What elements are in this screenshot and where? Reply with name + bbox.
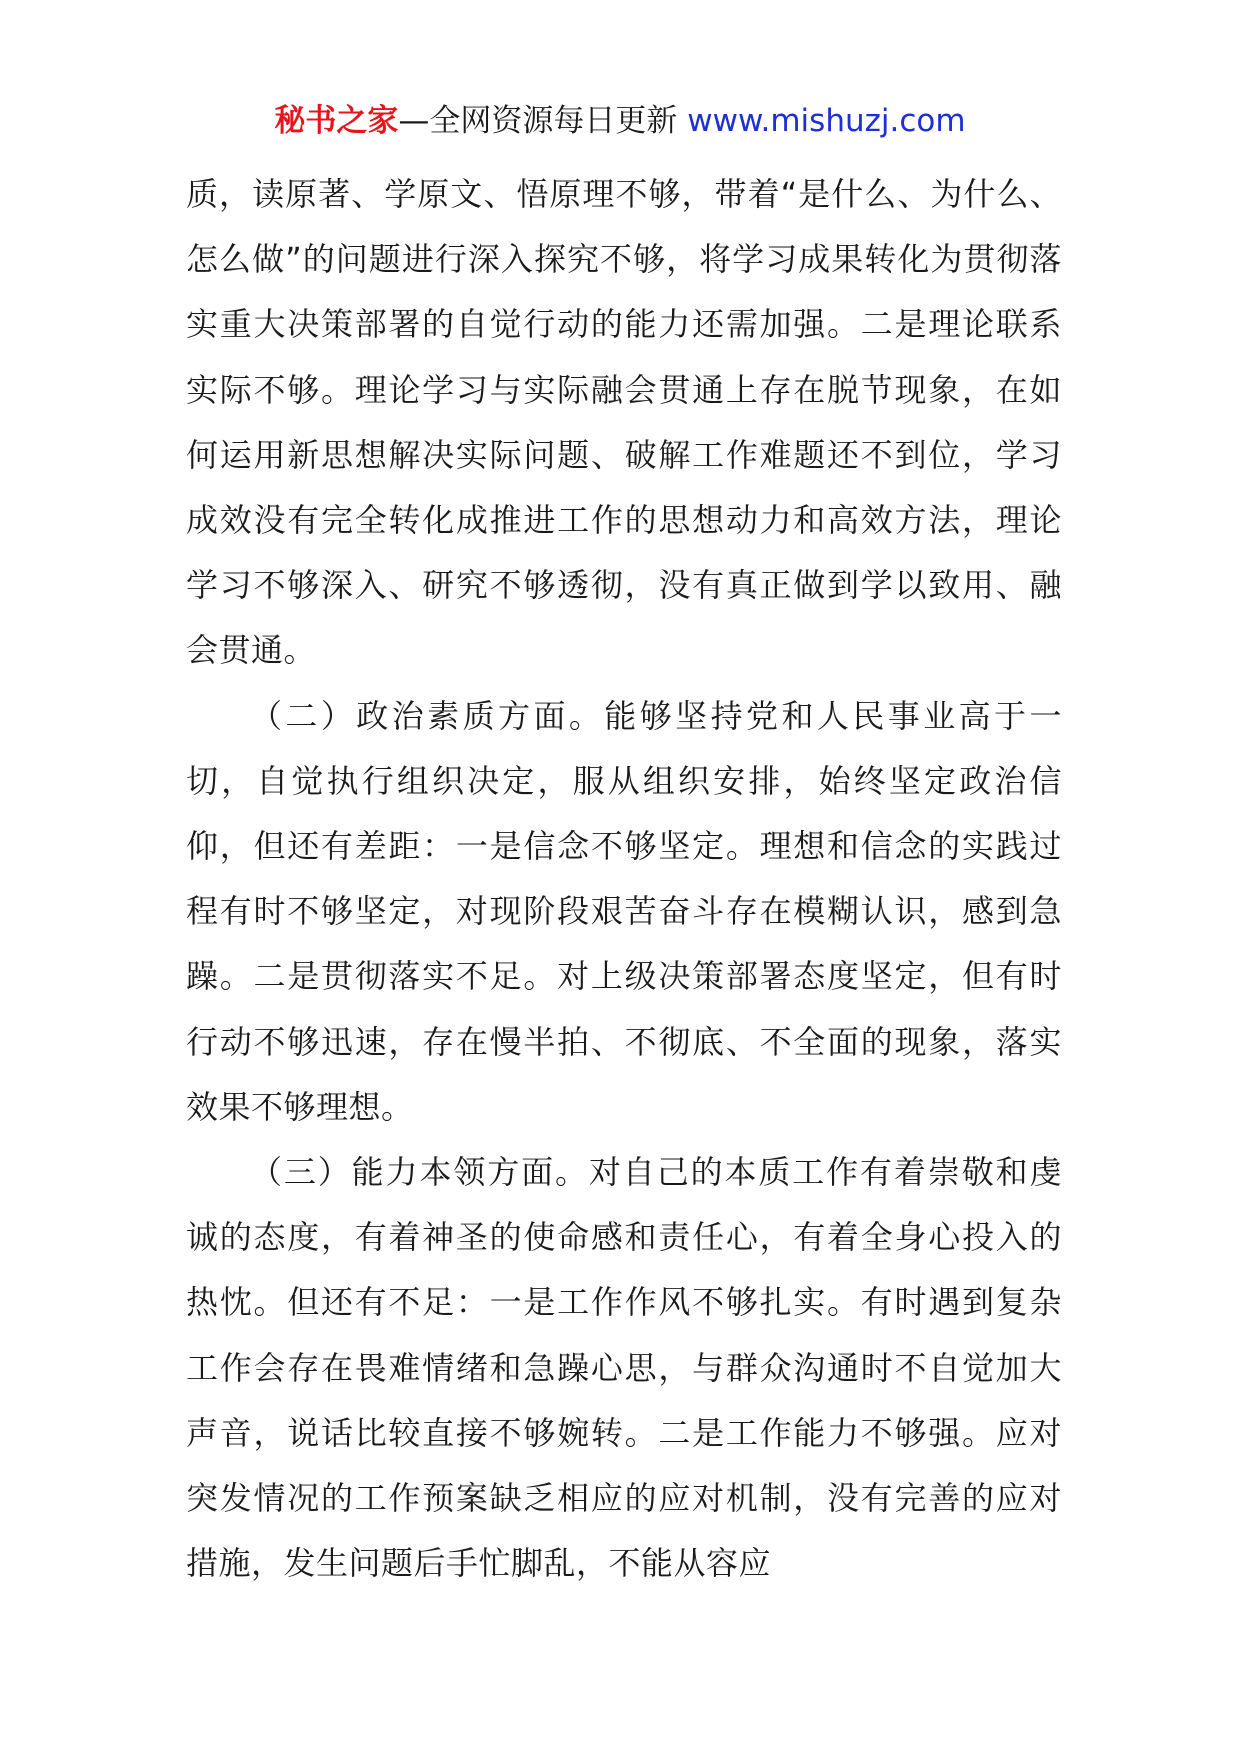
document-body	[186, 162, 1062, 1596]
paragraph-3: （三）能力本领方面。对自己的本质工作有着崇敬和虔诚的态度，有着神圣的使命感和责任心，有着全身心投入的热忱。但还有不足：一是工作作风不够扎实。有时遇到复杂工作会存在畏难情绪和急躁心思，与群众沟通时不自觉加大声音，说话比较直接不够婉转。二是工作能力不够强。应对突发情况的工作预案缺乏相应的应对机制，没有完善的应对措施，发生问题后手忙脚乱，不能从容应	[186, 1153, 1062, 1583]
header-url: www.mishuzj.com	[687, 103, 966, 139]
header-brand: 秘书之家	[274, 103, 399, 139]
page-header	[0, 98, 1240, 144]
paragraph-2: （二）政治素质方面。能够坚持党和人民事业高于一切，自觉执行组织决定，服从组织安排，始终坚定政治信仰，但还有差距：一是信念不够坚定。理想和信念的实践过程有时不够坚定，对现阶段艰苦奋斗存在模糊认识，感到急躁。二是贯彻落实不足。对上级决策部署态度坚定，但有时行动不够迅速，存在慢半拍、不彻底、不全面的现象，落实效果不够理想。	[186, 696, 1062, 1126]
header-slogan: —全网资源每日更新	[398, 103, 688, 139]
paragraph-1: 质，读原著、学原文、悟原理不够，带着“是什么、为什么、怎么做”的问题进行深入探究不够，将学习成果转化为贯彻落实重大决策部署的自觉行动的能力还需加强。二是理论联系实际不够。理论学习与实际融会贯通上存在脱节现象，在如何运用新思想解决实际问题、破解工作难题还不到位，学习成效没有完全转化成推进工作的思想动力和高效方法，理论学习不够深入、研究不够透彻，没有真正做到学以致用、融会贯通。	[186, 175, 1062, 670]
